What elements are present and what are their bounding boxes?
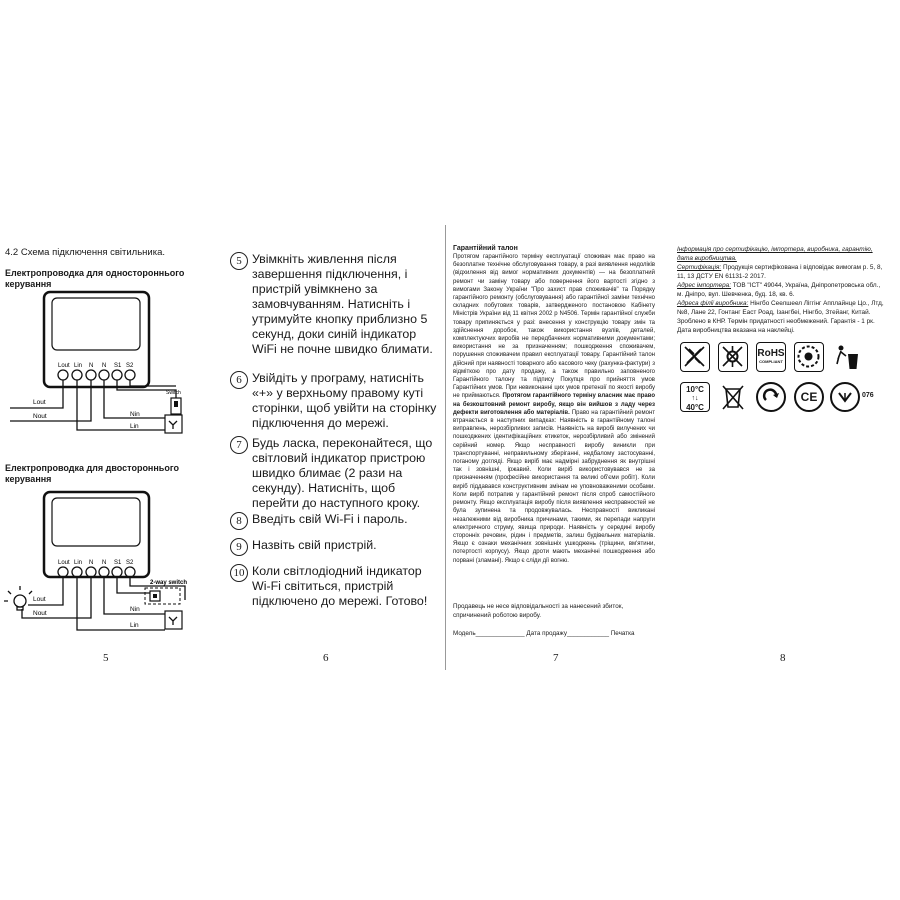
- step-number: 8: [230, 512, 248, 530]
- page-number-8: 8: [780, 652, 786, 664]
- terminal-label-n2: N: [102, 560, 107, 566]
- importer-label: Адрес імпортера:: [677, 282, 731, 289]
- no-tools-icon: [680, 342, 710, 372]
- step-text: Будь ласка, переконайтеся, що світловий індикатор пристрою швидко блимає (2 рази на секунду). Натисніть, щоб перейти до наступного кроку.: [252, 436, 433, 510]
- step-text: Коли світлодіодний індикатор Wi-Fi світиться, пристрій підключено до мережі. Готово!: [252, 564, 428, 608]
- terminal-label-lout: Lout: [58, 560, 70, 566]
- ce-mark-icon: CE: [794, 382, 824, 412]
- warranty-title: Гарантійний талон: [453, 245, 518, 252]
- switch-label: Switch: [166, 390, 181, 396]
- page-6: [222, 225, 440, 670]
- terminal-label-lin: Lin: [74, 363, 83, 369]
- rohs-icon: [756, 342, 786, 372]
- model-label: Модель: [453, 630, 476, 637]
- manufacturer-label: Адреса філії виробника:: [677, 300, 749, 307]
- ua-code-text: 076: [862, 392, 874, 399]
- step-number: 6: [230, 371, 248, 389]
- step-number: 9: [230, 538, 248, 556]
- warranty-footer: Продавець не несе відповідальності за нанесений збиток, спричинений роботою виробу.: [453, 603, 624, 619]
- terminal-label-s2: S2: [126, 363, 134, 369]
- wire-nout-label: Nout: [33, 610, 47, 617]
- rohs-sub-text: COMPLIANT: [759, 359, 783, 364]
- step-text: Введіть свій Wi-Fi і пароль.: [252, 512, 408, 526]
- wire-nout-label: Nout: [33, 413, 47, 420]
- rohs-text: RoHS: [757, 348, 785, 359]
- step-text: Увімкніть живлення після завершення підключення, і пристрій увімкнено за замовчуванням. Натисніть і утримуйте кнопку приблизно 5 секунд, доки синій індикатор WiFi не почне швидко блимати.: [252, 252, 433, 356]
- warranty-text-2: Право на гарантійний ремонт втрачається в наступних випадках: Наявність в гарантійному талоні виправлень, нерозбірливих записів. Наявність на виробі вилучених чи пошкоджених ідентифікаційних етикеток, нерозбірливий або змінений серійний номер. Якщо несправності виробу виникли при транспортуванні, неправильному зберіганні, недбалому застосуванні, поганому догляді. Якщо виріб має надмірні забруднення як внутрішні так і зовнішні, іржавий. Коли виріб використовувався не за призначенням (професійне використання та великі об'єми робіт). Коли виріб піддавався конструктивним змінам не уповноваженими особами. Коли виріб потрапив у гарантійний ремонт після спроб самостійного ремонту. Якщо експлуатація виробу після виявлення несправностей не була зупинена та продовжувалась. Несправності викликані незалежними від виробника причинами, такими, як перепади напруги електричного струму, явища природи. Наявність у середині виробу сторонніх речовин, рідин і предметів, залиш будівельних матеріалів. Якщо є ознаки механічних зовнішніх ушкоджень (тріщини, вм'ятини, потертості корпусу). Якщо дроти мають механічні пошкодження або порвані (зламані). Якщо є сліди дії вогню.: [453, 409, 656, 564]
- cert-text: Продукція сертифікована і відповідає вимогам р. 5, 8, 11, 13 ДСТУ EN 61131-2 2017.: [677, 264, 883, 280]
- stamp-label: Печатка: [610, 630, 635, 637]
- temperature-range-icon: 10°C ↑↓ 40°C: [680, 382, 710, 412]
- terminal-label-n1: N: [89, 560, 94, 566]
- crossed-bin-icon: [718, 382, 748, 412]
- warranty-text-bold: Протягом гарантійного терміну власник має право на безкоштовний ремонт виробу, якщо він вийшов з ладу через дефекти виготовлення або матеріалів.: [453, 393, 655, 416]
- step-number: 10: [230, 564, 248, 582]
- terminal-label-s1: S1: [114, 560, 122, 566]
- warranty-model-line: Модель______________ Дата продажу____________ Печатка: [453, 630, 635, 637]
- sale-date-label: Дата продажу: [526, 630, 567, 637]
- eco-mark-icon: [794, 342, 824, 372]
- ua-conformity-icon: [830, 382, 860, 412]
- terminal-label-n2: N: [102, 363, 107, 369]
- wire-lout-label: Lout: [33, 399, 46, 406]
- recycling-icon: [756, 382, 786, 412]
- temp-low-text: 40°C: [686, 403, 704, 412]
- terminal-label-lout: Lout: [58, 363, 70, 369]
- wire-lin-label: Lin: [130, 423, 139, 430]
- step-text: Увійдіть у програму, натисніть «+» у верхньому правому куті сторінки, щоб увійти на сторінку підключення до мережі.: [252, 371, 437, 430]
- wire-nin-label: Nin: [130, 606, 140, 613]
- relay-module: [44, 292, 149, 387]
- step-number: 7: [230, 436, 248, 454]
- terminal-label-s2: S2: [126, 560, 134, 566]
- two-way-switch-label: 2-way switch: [150, 580, 188, 586]
- page-7: [445, 225, 666, 670]
- single-way-wiring-diagram: [0, 290, 220, 440]
- recycle-bin-person-icon: [832, 342, 862, 372]
- wire-lout-label: Lout: [33, 596, 46, 603]
- page-8: [672, 225, 900, 670]
- light-bulb-icon: [4, 586, 32, 610]
- page-number-5: 5: [103, 652, 109, 664]
- page-number-6: 6: [323, 652, 329, 664]
- two-way-wiring-diagram: [0, 490, 220, 640]
- info-block: [677, 245, 887, 335]
- terminal-label-s1: S1: [114, 363, 122, 369]
- page-5: [0, 225, 220, 670]
- two-way-heading: Електропроводка для двостороннього керування: [5, 463, 179, 484]
- temp-high-text: 10°C: [686, 385, 704, 394]
- single-way-heading: Електропроводка для одностороннього керування: [5, 268, 185, 289]
- step-number: 5: [230, 252, 248, 270]
- wire-lin-label: Lin: [130, 622, 139, 629]
- no-disassembly-icon: [718, 342, 748, 372]
- warranty-text-1: Протягом гарантійного терміну експлуатації споживач має право на безоплатне технічне обслуговування товару, в разі виявлення недоліків (відхилення від вимог нормативних документів) — на безоплатний ремонт чи заміну товару або повернення його вартості згідно з вимогами Закону України "Про захист прав споживачів" та Порядку гарантійного ремонту (обслуговування) або гарантійної заміни технічно складних побутових товарів, затвердженого постановою Кабінету Міністрів України від 11 квітня 2002 р N4506. Термін гарантійної служби товару припиняється у разі: внесення у конструкцію товару змін та здійснення доробок, також використання вузлів, деталей, комплектуючих виробів не передбачених нормативними документами; використання не за призначенням; пошкодження споживачем, порушення споживачем правил експлуатації товару. Гарантійний талон дійсний при наявності товарного або касового чеку (рахунка-фактури) з відміткою про дату продажу, а також правильно заповненого Гарантійного талону та підпису Покупця про прийняття умов Гарантійних умов. При невиконанні цих умов претензії по якості виробу не приймаються.: [453, 254, 655, 400]
- cert-label: Сертифікація:: [677, 264, 722, 271]
- wire-nin-label: Nin: [130, 411, 140, 418]
- info-heading: Інформація про сертифікацію, імпортера, виробника, гарантію, дата виробництва.: [677, 246, 873, 262]
- section-title: 4.2 Схема підключення світильника.: [5, 247, 166, 258]
- terminal-label-n1: N: [89, 363, 94, 369]
- importer-text: ТОВ "ІСТ" 49044, Україна, Дніпропетровська обл., м. Дніпро, вул. Шевченка, буд. 18, кв. 6.: [677, 282, 881, 298]
- manufacturer-text: Нінгбо Сеелшеел Ліггінг Апплайнце Цо., Лтд, №8, Лане 22, Гонтанг Еаст Роад, Ізангбеі, Нінгбо, Зтейанг, Китай. Зроблено в КНР. Термін придатності необмежений. Гарантія - 1 рк. Дата виробництва вказана на наклейці.: [677, 300, 884, 334]
- step-text: Назвіть свій пристрій.: [252, 538, 377, 552]
- terminal-label-lin: Lin: [74, 560, 83, 566]
- warranty-body: [453, 253, 655, 565]
- page-number-7: 7: [553, 652, 559, 664]
